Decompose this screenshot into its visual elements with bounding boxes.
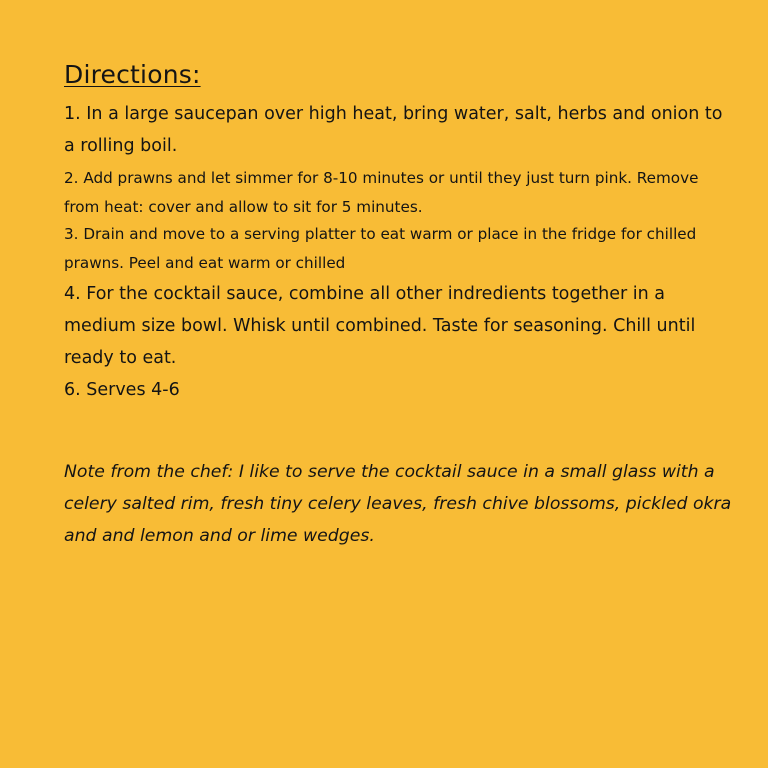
direction-step-servings: 6. Serves 4-6: [64, 380, 180, 400]
direction-step-1: 1. In a large saucepan over high heat, bring water, salt, herbs and onion to a rolling boil.: [64, 104, 723, 156]
chef-note: Note from the chef: I like to serve the cocktail sauce in a small glass with a celery salted rim, fresh tiny celery leaves, fresh chive blossoms, pickled okra and and lemon and or lime wedges.: [64, 462, 732, 546]
direction-step-3: 3. Drain and move to a serving platter to eat warm or place in the fridge for chilled prawns. Peel and eat warm or chilled: [64, 225, 697, 272]
direction-step-4: 4. For the cocktail sauce, combine all other indredients together in a medium size bowl. Whisk until combined. Taste for seasoning. Chill until ready to eat.: [64, 284, 696, 368]
direction-step-2: 2. Add prawns and let simmer for 8-10 minutes or until they just turn pink. Remove from heat: cover and allow to sit for 5 minutes.: [64, 169, 699, 216]
directions-heading: Directions:: [64, 60, 201, 89]
